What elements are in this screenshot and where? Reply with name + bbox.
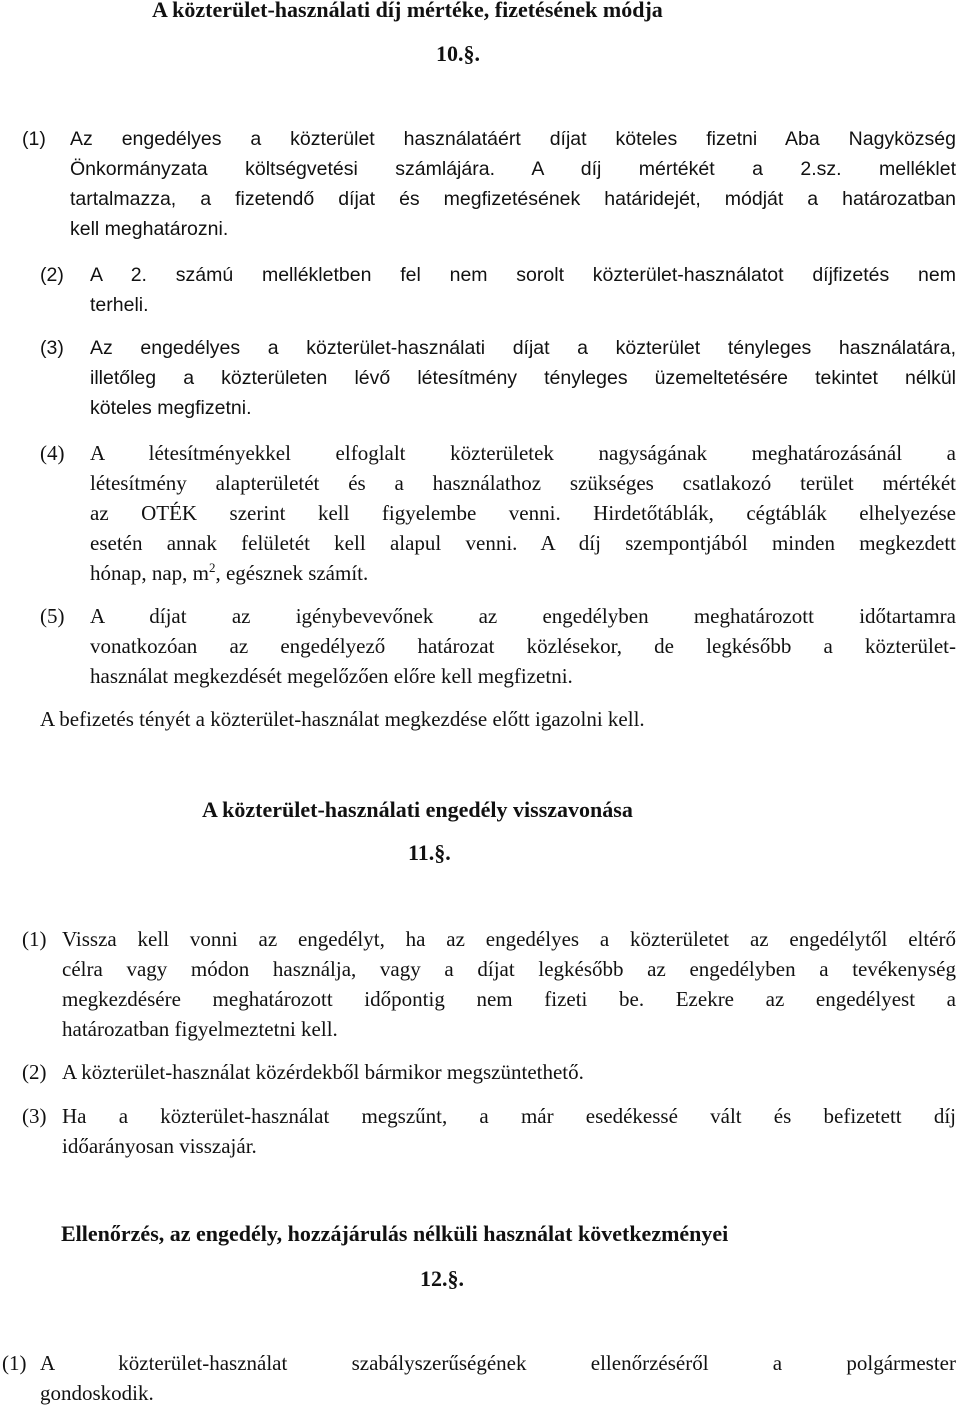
text-line: A 2. számú mellékletben fel nem sorolt közterület-használatot díjfizetés nem bbox=[90, 264, 956, 286]
text-line: A közterület-használat közérdekből bármikor megszüntethető. bbox=[62, 1060, 584, 1084]
paragraph-10-5 bbox=[40, 601, 956, 691]
section-heading: A közterület-használati engedély visszavonása bbox=[202, 797, 633, 822]
paragraph-11-3 bbox=[22, 1101, 956, 1161]
text-line: időarányosan visszajár. bbox=[62, 1134, 257, 1158]
text-line: létesítmény alapterületét és a használathoz szükséges csatlakozó terület mértékét bbox=[90, 471, 956, 495]
text-line: határozatban figyelmeztetni kell. bbox=[62, 1017, 338, 1041]
text-line: megkezdésére meghatározott időpontig nem fizeti be. Ezekre az engedélyest a bbox=[62, 987, 956, 1011]
paragraph-number: (3) bbox=[22, 1104, 47, 1128]
paragraph-11-2 bbox=[22, 1057, 956, 1087]
paragraph-number: (2) bbox=[22, 1060, 47, 1084]
text-line: Vissza kell vonni az engedélyt, ha az engedélyes a közterületet az engedélytől eltérő bbox=[62, 927, 956, 951]
section-heading: A közterület-használati díj mértéke, fizetésének módja bbox=[152, 0, 663, 22]
text-line: A díjat az igénybevevőnek az engedélyben meghatározott időtartamra bbox=[90, 604, 956, 628]
paragraph-10-3 bbox=[40, 333, 956, 423]
text-line: A közterület-használat szabályszerűségének ellenőrzéséről a polgármester bbox=[40, 1351, 956, 1375]
text-line: A létesítményekkel elfoglalt közterületek nagyságának meghatározásánál a bbox=[90, 441, 956, 465]
text-line: Az engedélyes a közterület használatáért díjat köteles fizetni Aba Nagyközség bbox=[70, 128, 956, 150]
text-line: terheli. bbox=[90, 294, 149, 316]
paragraph-number: (1) bbox=[22, 927, 47, 951]
section-number: 12.§. bbox=[420, 1266, 464, 1291]
section-number: 10.§. bbox=[436, 41, 480, 66]
section-heading: Ellenőrzés, az engedély, hozzájárulás nélküli használat következményei bbox=[61, 1221, 729, 1246]
text-line: köteles megfizetni. bbox=[90, 397, 252, 419]
paragraph-10-2 bbox=[40, 260, 956, 320]
paragraph-number: (3) bbox=[40, 337, 64, 359]
text-line: Önkormányzata költségvetési számlájára. A díj mértékét a 2.sz. melléklet bbox=[70, 158, 956, 180]
text-fragment: , egésznek számít. bbox=[215, 561, 369, 585]
text-line: Ha a közterület-használat megszűnt, a már esedékessé vált és befizetett díj bbox=[62, 1104, 956, 1128]
text-line: tartalmazza, a fizetendő díjat és megfizetésének határidejét, módját a határozatban bbox=[70, 188, 956, 210]
text-line: gondoskodik. bbox=[40, 1381, 154, 1405]
paragraph-number: (5) bbox=[40, 604, 65, 628]
text-line: kell meghatározni. bbox=[70, 218, 229, 240]
text-line: Az engedélyes a közterület-használati díjat a közterület tényleges használatára, bbox=[90, 337, 956, 359]
text-line: esetén annak felületét kell alapul venni. A díj szempontjából minden megkezdett bbox=[90, 531, 956, 555]
text-line: használat megkezdését megelőzően előre kell megfizetni. bbox=[90, 664, 573, 688]
paragraph-number: (1) bbox=[22, 128, 46, 150]
paragraph-number: (1) bbox=[2, 1351, 27, 1375]
text-fragment: hónap, nap, m bbox=[90, 561, 209, 585]
paragraph-11-1 bbox=[22, 924, 956, 1044]
paragraph-10-4 bbox=[40, 438, 956, 588]
text-line: célra vagy módon használja, vagy a díjat legkésőbb az engedélyben a tevékenység bbox=[62, 957, 956, 981]
section-number: 11.§. bbox=[408, 840, 451, 865]
paragraph-number: (2) bbox=[40, 264, 64, 286]
paragraph-12-1 bbox=[2, 1348, 956, 1408]
paragraph-10-1 bbox=[22, 124, 956, 244]
text-line: az OTÉK szerint kell figyelembe venni. Hirdetőtáblák, cégtáblák elhelyezése bbox=[90, 501, 956, 525]
superscript: 2 bbox=[208, 560, 216, 575]
text-line: illetőleg a közterületen lévő létesítmény tényleges üzemeltetésére tekintet nélkül bbox=[90, 367, 956, 389]
text-line bbox=[90, 558, 956, 588]
paragraph-number: (4) bbox=[40, 441, 65, 465]
closing-sentence: A befizetés tényét a közterület-használat megkezdése előtt igazolni kell. bbox=[40, 707, 645, 731]
text-line: vonatkozóan az engedélyező határozat közlésekor, de legkésőbb a közterület- bbox=[90, 634, 956, 658]
